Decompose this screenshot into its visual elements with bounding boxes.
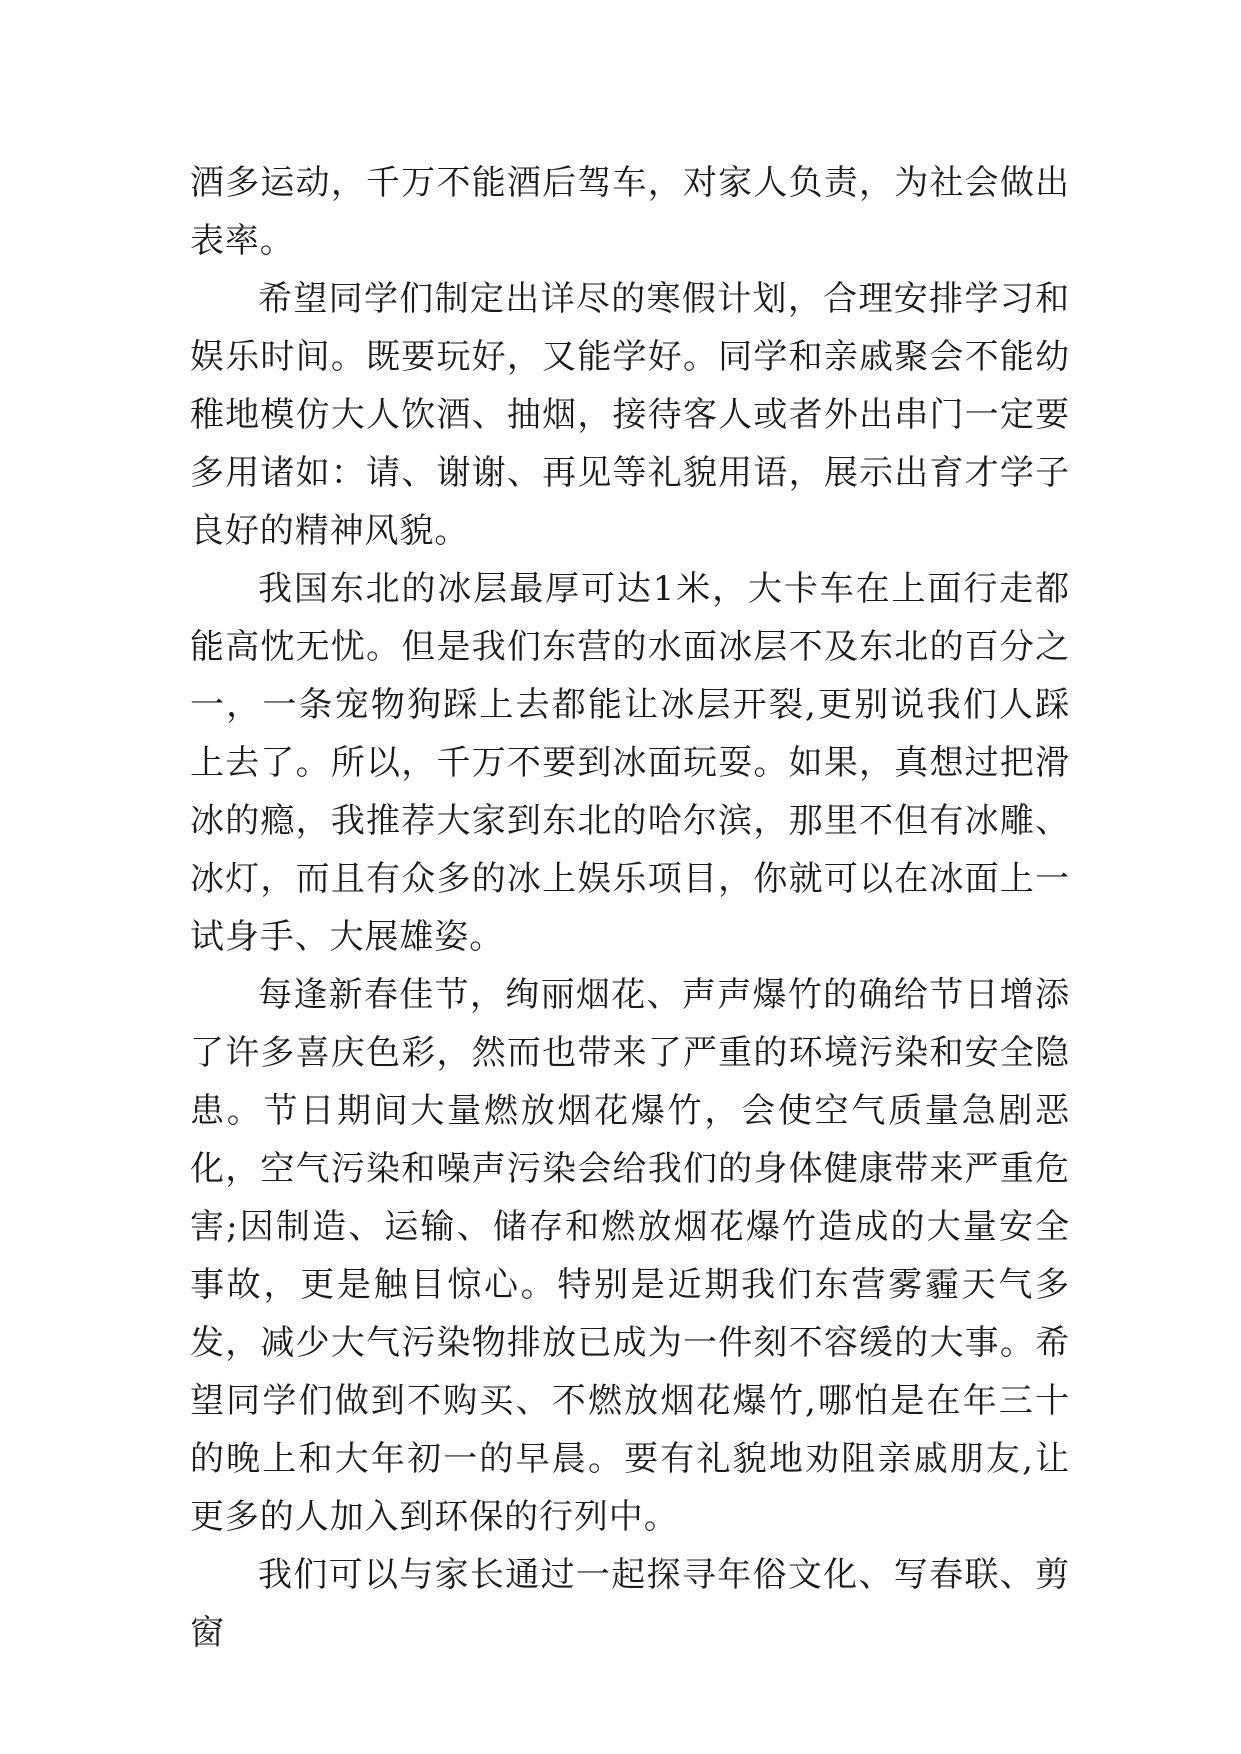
document-body (190, 154, 1070, 1662)
paragraph-1: 酒多运动，千万不能酒后驾车，对家人负责，为社会做出表率。 (190, 163, 1070, 261)
paragraph-4: 每逢新春佳节，绚丽烟花、声声爆竹的确给节日增添了许多喜庆色彩，然而也带来了严重的环境污染和安全隐患。节日期间大量燃放烟花爆竹，会使空气质量急剧恶化，空气污染和噪声污染会给我们的身体健康带来严重危害;因制造、运输、储存和燃放烟花爆竹造成的大量安全事故，更是触目惊心。特别是近期我们东营雾霾天气多发，减少大气污染物排放已成为一件刻不容缓的大事。希望同学们做到不购买、不燃放烟花爆竹,哪怕是在年三十的晚上和大年初一的早晨。要有礼貌地劝阻亲戚朋友,让更多的人加入到环保的行列中。 (190, 975, 1070, 1537)
paragraph-5: 我们可以与家长通过一起探寻年俗文化、写春联、剪窗 (190, 1555, 1070, 1653)
paragraph-2: 希望同学们制定出详尽的寒假计划，合理安排学习和娱乐时间。既要玩好，又能学好。同学和亲戚聚会不能幼稚地模仿大人饮酒、抽烟，接待客人或者外出串门一定要多用诸如：请、谢谢、再见等礼貌用语，展示出育才学子良好的精神风貌。 (190, 279, 1070, 551)
paragraph-3: 我国东北的冰层最厚可达1米，大卡车在上面行走都能高忱无忧。但是我们东营的水面冰层不及东北的百分之一，一条宠物狗踩上去都能让冰层开裂,更别说我们人踩上去了。所以，千万不要到冰面玩耍。如果，真想过把滑冰的瘾，我推荐大家到东北的哈尔滨，那里不但有冰雕、冰灯，而且有众多的冰上娱乐项目，你就可以在冰面上一试身手、大展雄姿。 (190, 569, 1070, 957)
